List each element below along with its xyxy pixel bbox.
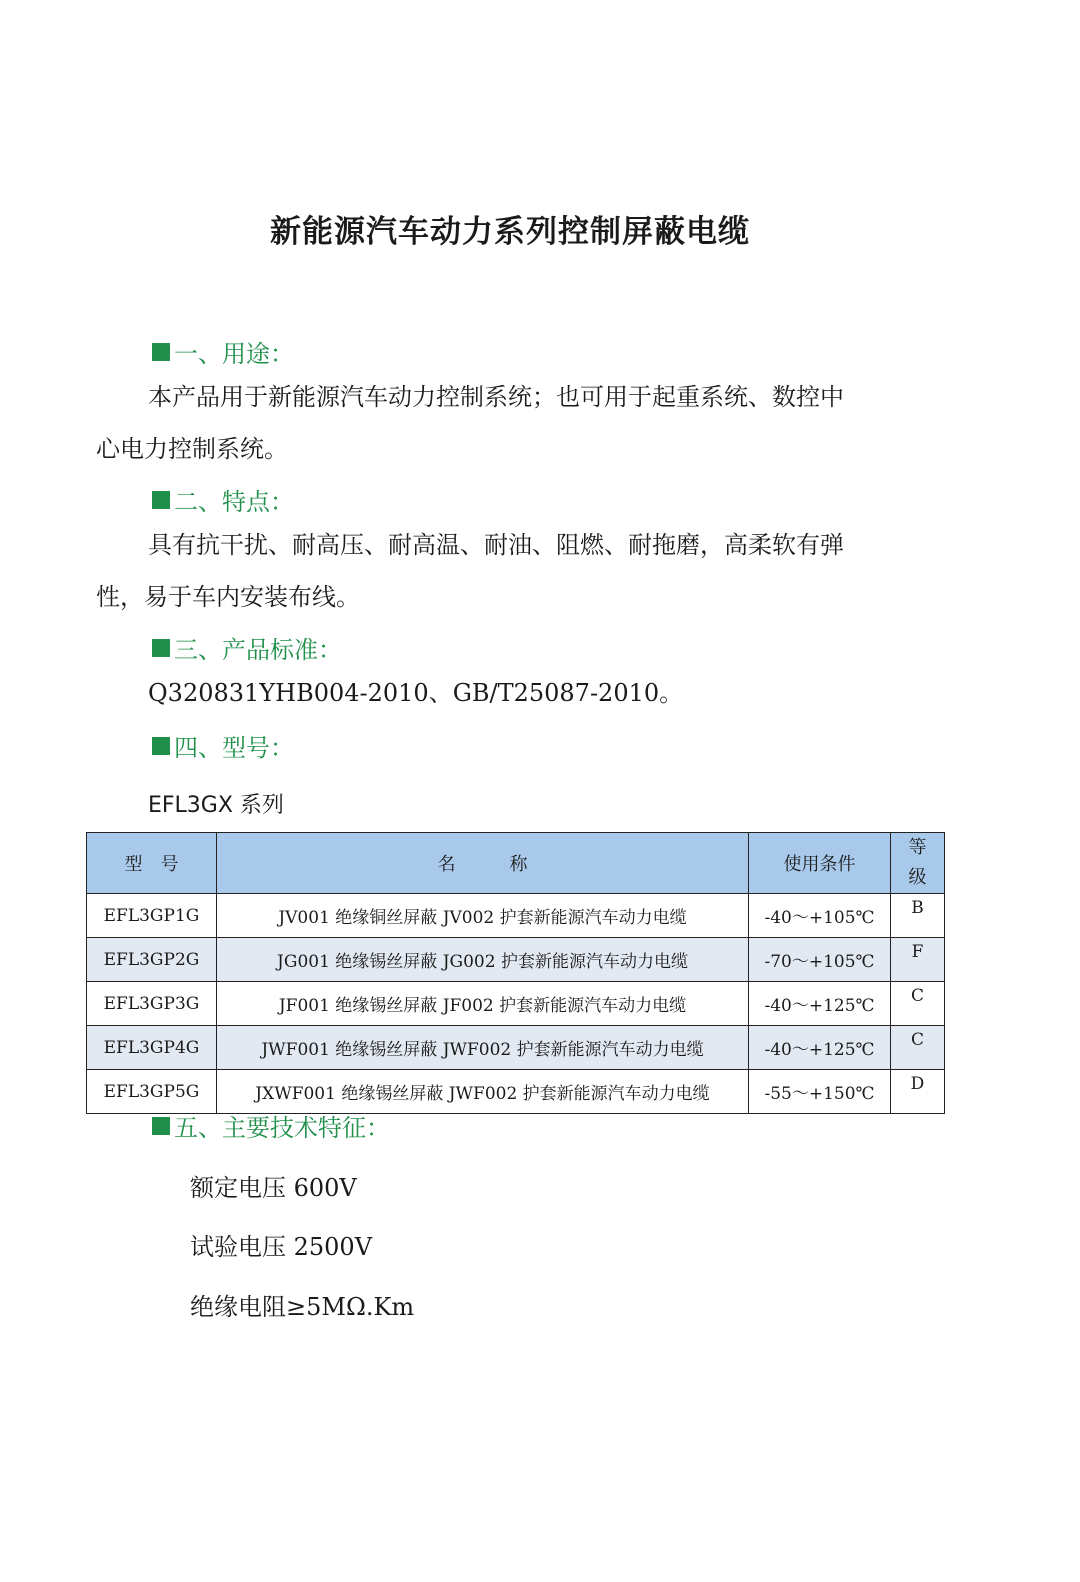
table-header-row bbox=[87, 833, 945, 894]
tech-rated-voltage: 额定电压 600V bbox=[190, 1174, 357, 1202]
header-grade-text: 等级 bbox=[908, 837, 927, 888]
cell-condition: -40～+125℃ bbox=[749, 982, 891, 1026]
series-label: EFL3GX 系列 bbox=[148, 793, 284, 818]
header-model: 型 号 bbox=[87, 833, 217, 894]
section-heading-model bbox=[152, 728, 294, 763]
cell-condition: -55～+150℃ bbox=[749, 1070, 891, 1114]
cell-condition: -40～+105℃ bbox=[749, 894, 891, 938]
header-name: 名 称 bbox=[217, 833, 749, 894]
cell-grade: B bbox=[891, 894, 945, 938]
page-title: 新能源汽车动力系列控制屏蔽电缆 bbox=[270, 214, 750, 250]
section-heading-usage bbox=[152, 334, 294, 369]
cell-name: JF001 绝缘锡丝屏蔽 JF002 护套新能源汽车动力电缆 bbox=[217, 982, 749, 1026]
section-heading-features bbox=[152, 482, 294, 517]
standard-text: Q320831YHB004-2010、GB/T25087-2010。 bbox=[148, 679, 684, 707]
square-bullet-icon bbox=[152, 639, 170, 657]
table-row bbox=[87, 894, 945, 938]
cell-name: JXWF001 绝缘锡丝屏蔽 JWF002 护套新能源汽车动力电缆 bbox=[217, 1070, 749, 1114]
square-bullet-icon bbox=[152, 737, 170, 755]
cell-model: EFL3GP2G bbox=[87, 938, 217, 982]
model-table bbox=[86, 832, 945, 1114]
section-heading-features-text: 二、特点： bbox=[174, 488, 294, 516]
header-condition: 使用条件 bbox=[749, 833, 891, 894]
features-line-2: 性，易于车内安装布线。 bbox=[96, 583, 360, 611]
square-bullet-icon bbox=[152, 343, 170, 361]
cell-grade: D bbox=[891, 1070, 945, 1114]
cell-name: JG001 绝缘锡丝屏蔽 JG002 护套新能源汽车动力电缆 bbox=[217, 938, 749, 982]
cell-model: EFL3GP1G bbox=[87, 894, 217, 938]
cell-grade: C bbox=[891, 982, 945, 1026]
table-row bbox=[87, 938, 945, 982]
table-row bbox=[87, 1070, 945, 1114]
section-heading-model-text: 四、型号： bbox=[174, 734, 294, 762]
cell-name: JWF001 绝缘锡丝屏蔽 JWF002 护套新能源汽车动力电缆 bbox=[217, 1026, 749, 1070]
usage-line-2: 心电力控制系统。 bbox=[96, 435, 288, 463]
section-heading-tech bbox=[152, 1108, 390, 1143]
cell-model: EFL3GP3G bbox=[87, 982, 217, 1026]
section-heading-tech-text: 五、主要技术特征： bbox=[174, 1114, 390, 1142]
cell-name: JV001 绝缘铜丝屏蔽 JV002 护套新能源汽车动力电缆 bbox=[217, 894, 749, 938]
cell-grade: C bbox=[891, 1026, 945, 1070]
square-bullet-icon bbox=[152, 1117, 170, 1135]
square-bullet-icon bbox=[152, 491, 170, 509]
section-heading-usage-text: 一、用途： bbox=[174, 340, 294, 368]
cell-model: EFL3GP5G bbox=[87, 1070, 217, 1114]
usage-line-1: 本产品用于新能源汽车动力控制系统；也可用于起重系统、数控中 bbox=[148, 383, 844, 411]
cell-condition: -40～+125℃ bbox=[749, 1026, 891, 1070]
table-row bbox=[87, 1026, 945, 1070]
features-line-1: 具有抗干扰、耐高压、耐高温、耐油、阻燃、耐拖磨，高柔软有弹 bbox=[148, 531, 844, 559]
cell-condition: -70～+105℃ bbox=[749, 938, 891, 982]
header-grade bbox=[891, 833, 945, 894]
table-row bbox=[87, 982, 945, 1026]
tech-test-voltage: 试验电压 2500V bbox=[190, 1233, 373, 1261]
cell-model: EFL3GP4G bbox=[87, 1026, 217, 1070]
cell-grade: F bbox=[891, 938, 945, 982]
tech-insulation-resistance: 绝缘电阻≥5MΩ.Km bbox=[190, 1293, 415, 1321]
section-heading-standard bbox=[152, 630, 342, 665]
section-heading-standard-text: 三、产品标准： bbox=[174, 636, 342, 664]
